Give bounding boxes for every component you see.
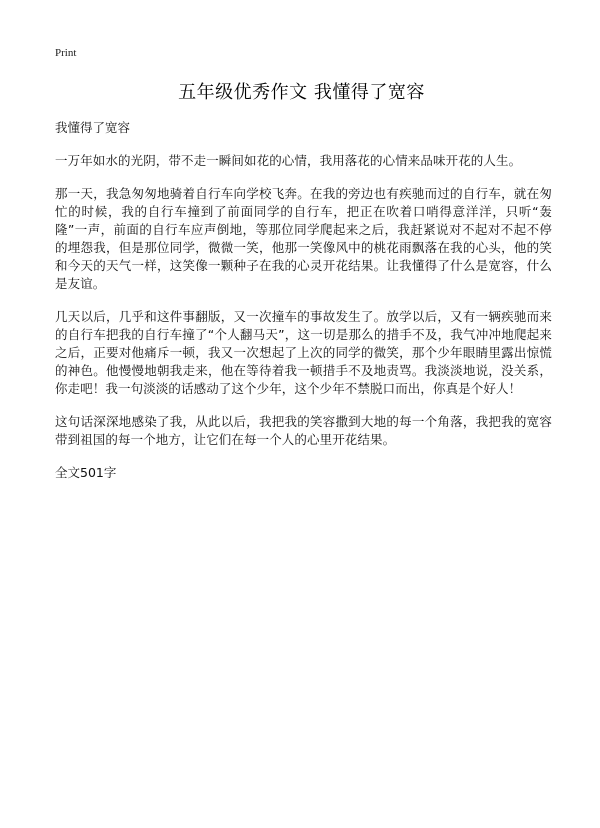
word-count: 全文501字 (55, 465, 117, 480)
article-paragraph-2: 那一天，我急匆匆地骑着自行车向学校飞奔。在我的旁边也有疾驰而过的自行车，就在匆忙的时候，我的自行车撞到了前面同学的自行车，把正在吹着口哨得意洋洋，只听“轰隆”一声，前面的自行车应声倒地，等那位同学爬起来之后，我赶紧说对不起对不起不停的埋怨我，但是那位同学，微微一笑，他那一笑像风中的桃花雨飘落在我的心头，他的笑和今天的天气一样，这笑像一颗种子在我的心灵开花结果。让我懂得了什么是宽容，什么是友谊。 (55, 186, 552, 291)
article-title: 五年级优秀作文 我懂得了宽容 (178, 82, 425, 103)
article-paragraph-1: 一万年如水的光阴，带不走一瞬间如花的心情，我用落花的心情来品味开花的人生。 (55, 153, 522, 168)
article-subtitle: 我懂得了宽容 (55, 120, 131, 135)
article-paragraph-3: 几天以后，几乎和这件事翻版，又一次撞车的事故发生了。放学以后，又有一辆疾驰而来的自行车把我的自行车撞了“个人翻马天”，这一切是那么的措手不及，我气冲冲地爬起来之后，正要对他痛斥一顿，我又一次想起了上次的同学的微笑，那个少年眼睛里露出惊慌的神色。他慢慢地朝我走来，他在等待着我一顿措手不及地责骂。我淡淡地说，没关系，你走吧！我一句淡淡的话感动了这个少年，这个少年不禁脱口而出，你真是个好人！ (55, 309, 552, 396)
article-paragraph-4: 这句话深深地感染了我，从此以后，我把我的笑容撒到大地的每一个角落，我把我的宽容带到祖国的每一个地方，让它们在每一个人的心里开花结果。 (55, 414, 552, 447)
print-link[interactable]: Print (55, 47, 77, 59)
